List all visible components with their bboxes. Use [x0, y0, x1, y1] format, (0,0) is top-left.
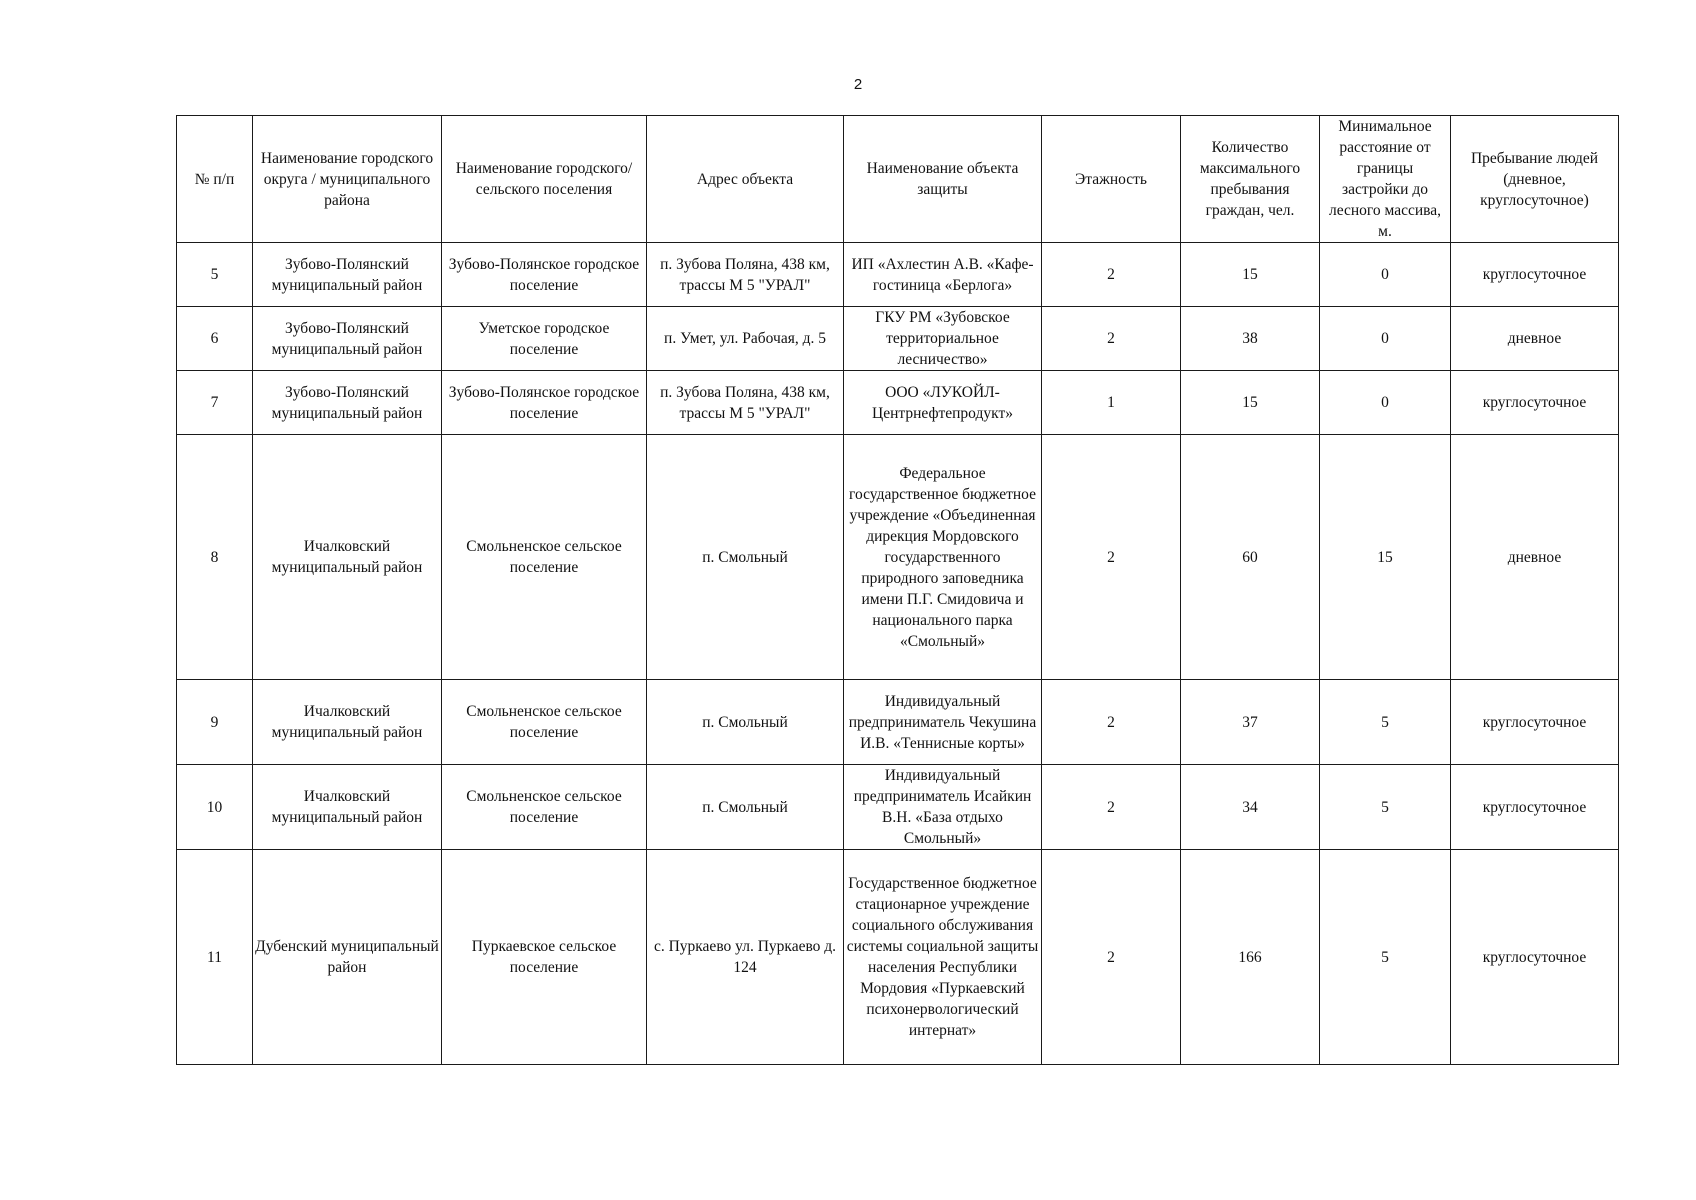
cell-settlement: Пуркаевское сельское поселение — [442, 850, 647, 1065]
cell-max-occupancy: 34 — [1181, 765, 1320, 850]
cell-district: Ичалковский муниципальный район — [253, 680, 442, 765]
cell-floors: 2 — [1042, 680, 1181, 765]
cell-district: Зубово-Полянский муниципальный район — [253, 371, 442, 435]
cell-district: Ичалковский муниципальный район — [253, 435, 442, 680]
table-row — [177, 765, 1619, 850]
cell-floors: 2 — [1042, 850, 1181, 1065]
table-header-row — [177, 116, 1619, 243]
header-max-occupancy: Количество максимального пребывания граждан, чел. — [1181, 116, 1320, 243]
cell-floors: 2 — [1042, 307, 1181, 371]
cell-object-name: Индивидуальный предприниматель Исайкин В.Н. «База отдыхо Смольный» — [844, 765, 1042, 850]
cell-max-occupancy: 166 — [1181, 850, 1320, 1065]
cell-address: п. Смольный — [647, 765, 844, 850]
cell-number: 8 — [177, 435, 253, 680]
cell-object-name: ГКУ РМ «Зубовское территориальное лесничество» — [844, 307, 1042, 371]
cell-floors: 1 — [1042, 371, 1181, 435]
table-row — [177, 435, 1619, 680]
cell-address: п. Смольный — [647, 680, 844, 765]
cell-number: 6 — [177, 307, 253, 371]
cell-stay-mode: круглосуточное — [1451, 850, 1619, 1065]
cell-address: п. Зубова Поляна, 438 км, трассы М 5 "УРАЛ" — [647, 243, 844, 307]
cell-max-occupancy: 15 — [1181, 243, 1320, 307]
header-min-distance: Минимальное расстояние от границы застройки до лесного массива, м. — [1320, 116, 1451, 243]
cell-min-distance: 5 — [1320, 680, 1451, 765]
cell-settlement: Смольненское сельское поселение — [442, 765, 647, 850]
cell-settlement: Смольненское сельское поселение — [442, 680, 647, 765]
cell-object-name: Индивидуальный предприниматель Чекушина И.В. «Теннисные корты» — [844, 680, 1042, 765]
cell-number: 11 — [177, 850, 253, 1065]
cell-min-distance: 0 — [1320, 307, 1451, 371]
cell-min-distance: 5 — [1320, 765, 1451, 850]
table-row — [177, 307, 1619, 371]
cell-object-name: ООО «ЛУКОЙЛ-Центрнефтепродукт» — [844, 371, 1042, 435]
cell-district: Ичалковский муниципальный район — [253, 765, 442, 850]
cell-address: п. Умет, ул. Рабочая, д. 5 — [647, 307, 844, 371]
header-stay-mode: Пребывание людей (дневное, круглосуточное) — [1451, 116, 1619, 243]
cell-stay-mode: круглосуточное — [1451, 243, 1619, 307]
cell-min-distance: 0 — [1320, 371, 1451, 435]
cell-number: 9 — [177, 680, 253, 765]
cell-min-distance: 5 — [1320, 850, 1451, 1065]
cell-stay-mode: круглосуточное — [1451, 371, 1619, 435]
cell-address: п. Зубова Поляна, 438 км, трассы М 5 "УРАЛ" — [647, 371, 844, 435]
table-row — [177, 243, 1619, 307]
cell-district: Зубово-Полянский муниципальный район — [253, 307, 442, 371]
cell-floors: 2 — [1042, 765, 1181, 850]
cell-number: 10 — [177, 765, 253, 850]
cell-object-name: Федеральное государственное бюджетное учреждение «Объединенная дирекция Мордовского государственного природного заповедника имени П.Г. Смидовича и национального парка «Смольный» — [844, 435, 1042, 680]
cell-settlement: Смольненское сельское поселение — [442, 435, 647, 680]
cell-max-occupancy: 37 — [1181, 680, 1320, 765]
cell-address: с. Пуркаево ул. Пуркаево д. 124 — [647, 850, 844, 1065]
table-row — [177, 371, 1619, 435]
cell-settlement: Уметское городское поселение — [442, 307, 647, 371]
cell-object-name: Государственное бюджетное стационарное учреждение социального обслуживания системы социальной защиты населения Республики Мордовия «Пуркаевский психонервологический интернат» — [844, 850, 1042, 1065]
cell-stay-mode: круглосуточное — [1451, 680, 1619, 765]
header-number: № п/п — [177, 116, 253, 243]
cell-floors: 2 — [1042, 243, 1181, 307]
cell-min-distance: 15 — [1320, 435, 1451, 680]
cell-object-name: ИП «Ахлестин А.В. «Кафе-гостиница «Берлога» — [844, 243, 1042, 307]
fire-safety-objects-table — [176, 115, 1619, 1065]
page-number: 2 — [853, 76, 863, 93]
cell-settlement: Зубово-Полянское городское поселение — [442, 243, 647, 307]
cell-district: Дубенский муниципальный район — [253, 850, 442, 1065]
cell-stay-mode: дневное — [1451, 435, 1619, 680]
header-floors: Этажность — [1042, 116, 1181, 243]
cell-settlement: Зубово-Полянское городское поселение — [442, 371, 647, 435]
table-row — [177, 680, 1619, 765]
header-object-name: Наименование объекта защиты — [844, 116, 1042, 243]
cell-max-occupancy: 60 — [1181, 435, 1320, 680]
cell-number: 7 — [177, 371, 253, 435]
header-settlement: Наименование городского/ сельского поселения — [442, 116, 647, 243]
cell-max-occupancy: 38 — [1181, 307, 1320, 371]
cell-max-occupancy: 15 — [1181, 371, 1320, 435]
cell-stay-mode: круглосуточное — [1451, 765, 1619, 850]
cell-number: 5 — [177, 243, 253, 307]
cell-min-distance: 0 — [1320, 243, 1451, 307]
header-district: Наименование городского округа / муниципального района — [253, 116, 442, 243]
header-address: Адрес объекта — [647, 116, 844, 243]
cell-stay-mode: дневное — [1451, 307, 1619, 371]
cell-district: Зубово-Полянский муниципальный район — [253, 243, 442, 307]
cell-floors: 2 — [1042, 435, 1181, 680]
cell-address: п. Смольный — [647, 435, 844, 680]
table-row — [177, 850, 1619, 1065]
